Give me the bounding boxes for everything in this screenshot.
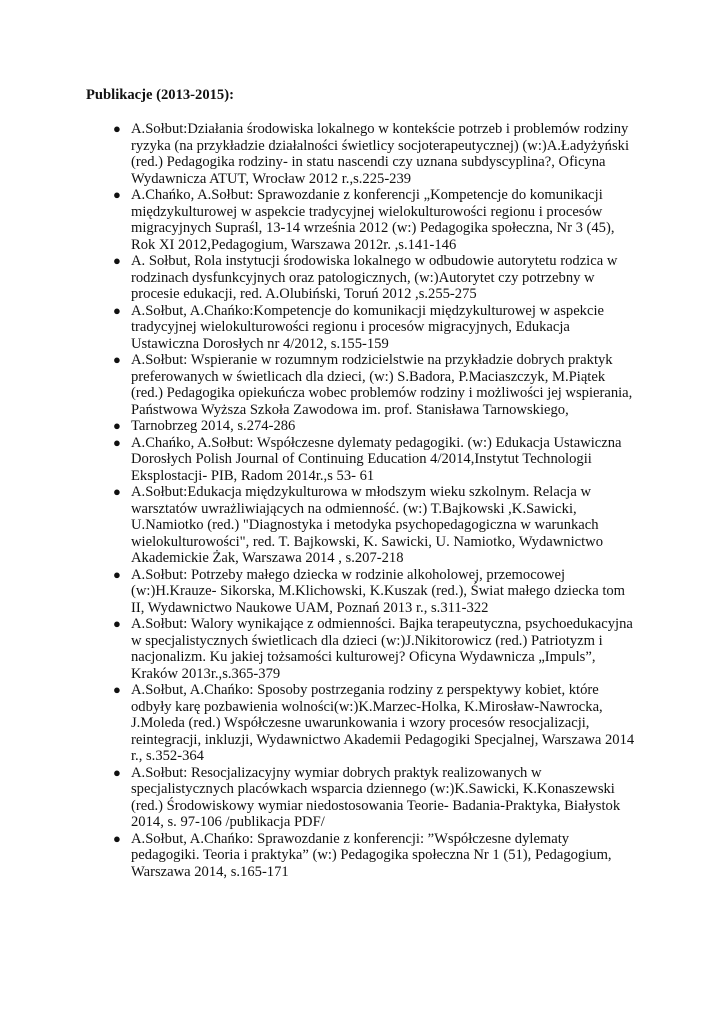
publication-text: A.Sołbut: Wspieranie w rozumnym rodzicielstwie na przykładzie dobrych praktyk preferowanych w świetlicach dla dzieci, (w:) S.Badora, P.Maciaszczyk, M.Piątek (red.) Pedagogika opiekuńcza wobec problemów rodziny i możliwości jej wspierania, Państwowa Wyższa Szkoła Zawodowa im. prof. Stanisława Tarnowskiego, — [131, 352, 633, 418]
publication-text: A.Chańko, A.Sołbut: Współczesne dylematy pedagogiki. (w:) Edukacja Ustawiczna Dorosłych Polish Journal of Continuing Education 4/2014,Instytut Technologii Eksplostacji- PIB, Radom 2014r.,s 53- 61 — [131, 434, 622, 484]
bullet-dot-icon: ● — [113, 566, 121, 582]
list-item — [0, 435, 725, 485]
publication-text: A.Sołbut:Edukacja międzykulturowa w młodszym wieku szkolnym. Relacja w warsztatów uwrażliwiających na odmienność. (w:) T.Bajkowski ,K.Sawicki, U.Namiotko (red.) "Diagnostyka i metodyka psychopedagogiczna w warunkach wielokulturowości", red. T. Bajkowski, K. Sawicki, U. Namiotko, Wydawnictwo Akademickie Żak, Warszawa 2014 , s.207-218 — [131, 484, 604, 566]
list-item — [0, 352, 725, 418]
bullet-dot-icon: ● — [113, 121, 121, 136]
page-heading: Publikacje (2013-2015): — [86, 87, 234, 103]
bullet-dot-icon: ● — [113, 253, 121, 268]
bullet-dot-icon: ● — [113, 434, 121, 450]
bullet-dot-icon: ● — [113, 302, 121, 318]
publication-text: A.Sołbut, A.Chańko: Sposoby postrzegania rodziny z perspektywy kobiet, które odbyły karę pozbawienia wolności(w:)K.Marzec-Holka, K.Mirosław-Nawrocka, J.Moleda (red.) Współczesne uwarunkowania i wzory procesów resocjalizacji, reintegracji, inkluzji, Wydawnictwo Akademii Pedagogiki Specjalnej, Warszawa 2014 r., s.352-364 — [131, 682, 635, 764]
list-item — [0, 187, 725, 253]
publication-text: Tarnobrzeg 2014, s.274-286 — [131, 418, 296, 434]
publication-text: A.Sołbut:Działania środowiska lokalnego w kontekście potrzeb i problemów rodziny ryzyka (na przykładzie działalności świetlicy socjoterapeutycznej) (w:)A.Ładyżyński (red.) Pedagogika rodziny- in statu nascendi czy uznana subdyscyplina?, Oficyna Wydawnicza ATUT, Wrocław 2012 r.,s.225-239 — [131, 121, 630, 187]
publication-text: A.Sołbut: Potrzeby małego dziecka w rodzinie alkoholowej, przemocowej (w:)H.Krauze- Sikorska, M.Klichowski, K.Kuszak (red.), Świat małego dziecka tom II, Wydawnictwo Naukowe UAM, Poznań 2013 r., s.311-322 — [131, 566, 626, 616]
bullet-dot-icon: ● — [113, 830, 121, 846]
publication-text: A.Sołbut, A.Chańko:Kompetencje do komunikacji międzykulturowej w aspekcie tradycyjnej wielokulturowości regionu i procesów migracyjnych, Edukacja Ustawiczna Dorosłych nr 4/2012, s.155-159 — [131, 302, 604, 352]
list-item — [0, 567, 725, 617]
list-item — [0, 418, 725, 435]
publication-text: A.Sołbut: Resocjalizacyjny wymiar dobrych praktyk realizowanych w specjalistycznych placówkach wsparcia dziennego (w:)K.Sawicki, K.Konaszewski (red.) Środowiskowy wymiar niedostosowania Teorie- Badania-Praktyka, Białystok 2014, s. 97-106 /publikacja PDF/ — [131, 764, 621, 830]
publication-text: A.Sołbut: Walory wynikające z odmienności. Bajka terapeutyczna, psychoedukacyjna w specjalistycznych świetlicach dla dzieci (w:)J.Nikitorowicz (red.) Patriotyzm i nacjonalizm. Ku jakiej tożsamości kulturowej? Oficyna Wydawnicza „Impuls”, Kraków 2013r.,s.365-379 — [131, 616, 633, 682]
publication-text: A.Chańko, A.Sołbut: Sprawozdanie z konferencji „Kompetencje do komunikacji międzykulturowej w aspekcie tradycyjnej wielokulturowości regionu i procesów migracyjnych Supraśl, 13-14 września 2012 (w:) Pedagogika społeczna, Nr 3 (45), Rok XI 2012,Pedagogium, Warszawa 2012r. ,s.141-146 — [131, 187, 615, 253]
bullet-dot-icon: ● — [113, 418, 121, 433]
bullet-dot-icon: ● — [113, 616, 121, 631]
bullet-dot-icon: ● — [113, 682, 121, 697]
list-item — [0, 484, 725, 567]
list-item — [0, 765, 725, 831]
publication-text: A. Sołbut, Rola instytucji środowiska lokalnego w odbudowie autorytetu rodzica w rodzinach dysfunkcyjnych oraz patologicznych, (w:)Autorytet czy potrzebny w procesie edukacji, red. A.Olubiński, Toruń 2012 ,s.255-275 — [131, 253, 618, 302]
publication-list — [0, 121, 725, 880]
bullet-dot-icon: ● — [113, 484, 121, 499]
publication-text: A.Sołbut, A.Chańko: Sprawozdanie z konferencji: ”Współczesne dylematy pedagogiki. Teoria i praktyka” (w:) Pedagogika społeczna Nr 1 (51), Pedagogium, Warszawa 2014, s.165-171 — [131, 830, 612, 880]
bullet-dot-icon: ● — [113, 352, 121, 367]
list-item — [0, 682, 725, 765]
bullet-dot-icon: ● — [113, 187, 121, 202]
list-item — [0, 831, 725, 881]
list-item — [0, 616, 725, 682]
bullet-dot-icon: ● — [113, 764, 121, 780]
list-item — [0, 303, 725, 353]
list-item — [0, 253, 725, 303]
list-item — [0, 121, 725, 187]
